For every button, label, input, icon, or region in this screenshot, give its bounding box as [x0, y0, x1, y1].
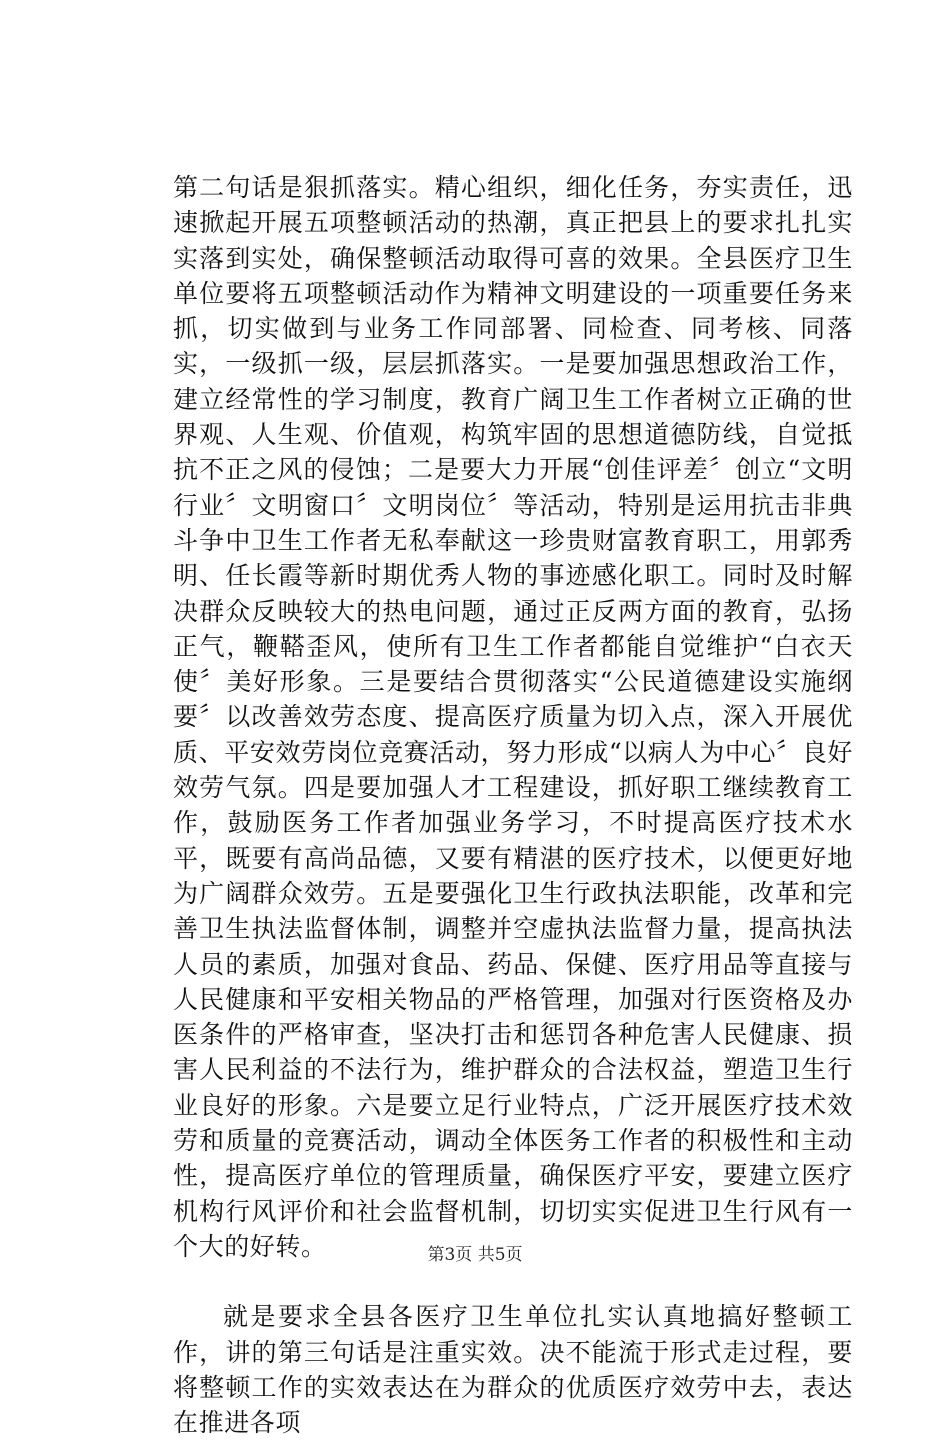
paragraph-1: 第二句话是狠抓落实。精心组织，细化任务，夯实责任，迅速掀起开展五项整顿活动的热潮，真正把县上的要求扎扎实实落到实处，确保整顿活动取得可喜的效果。全县医疗卫生单位要将五项整顿活动作为精神文明建设的一项重要任务来抓，切实做到与业务工作同部署、同检查、同考核、同落实，一级抓一级，层层抓落实。一是要加强思想政治工作，建立经常性的学习制度，教育广阔卫生工作者树立正确的世界观、人生观、价值观，构筑牢固的思想道德防线，自觉抵抗不正之风的侵蚀；二是要大力开展“创佳评差〞创立“文明行业〞文明窗口〞文明岗位〞等活动，特别是运用抗击非典斗争中卫生工作者无私奉献这一珍贵财富教育职工，用郭秀明、任长霞等新时期优秀人物的事迹感化职工。同时及时解决群众反映较大的热电问题，通过正反两方面的教育，弘扬正气，鞭鞳歪风，使所有卫生工作者都能自觉维护“白衣天使〞美好形象。三是要结合贯彻落实“公民道德建设实施纲要〞以改善效劳态度、提高医疗质量为切入点，深入开展优质、平安效劳岗位竞赛活动，努力形成“以病人为中心〞良好效劳气氛。四是要加强人才工程建设，抓好职工继续教育工作，鼓励医务工作者加强业务学习，不时提高医疗技术水平，既要有高尚品德，又要有精湛的医疗技术，以便更好地为广阔群众效劳。五是要强化卫生行政执法职能，改革和完善卫生执法监督体制，调整并空虚执法监督力量，提高执法人员的素质，加强对食品、药品、保健、医疗用品等直接与人民健康和平安相关物品的严格管理，加强对行医资格及办医条件的严格审查，坚决打击和惩罚各种危害人民健康、损害人民利益的不法行为，维护群众的合法权益，塑造卫生行业良好的形象。六是要立足行业特点，广泛开展医疗技术效劳和质量的竞赛活动，调动全体医务工作者的积极性和主动性，提高医疗单位的管理质量，确保医疗平安，要建立医疗机构行风评价和社会监督机制，切切实实促进卫生行风有一个大的好转。 — [173, 173, 853, 1261]
page-footer: 第3页 共5页 — [427, 1245, 523, 1265]
paragraph-2: 就是要求全县各医疗卫生单位扎实认真地搞好整顿工作，讲的第三句话是注重实效。决不能流于形式走过程，要将整顿工作的实效表达在为群众的优质医疗效劳中去，表达在推进各项 — [173, 1302, 853, 1438]
